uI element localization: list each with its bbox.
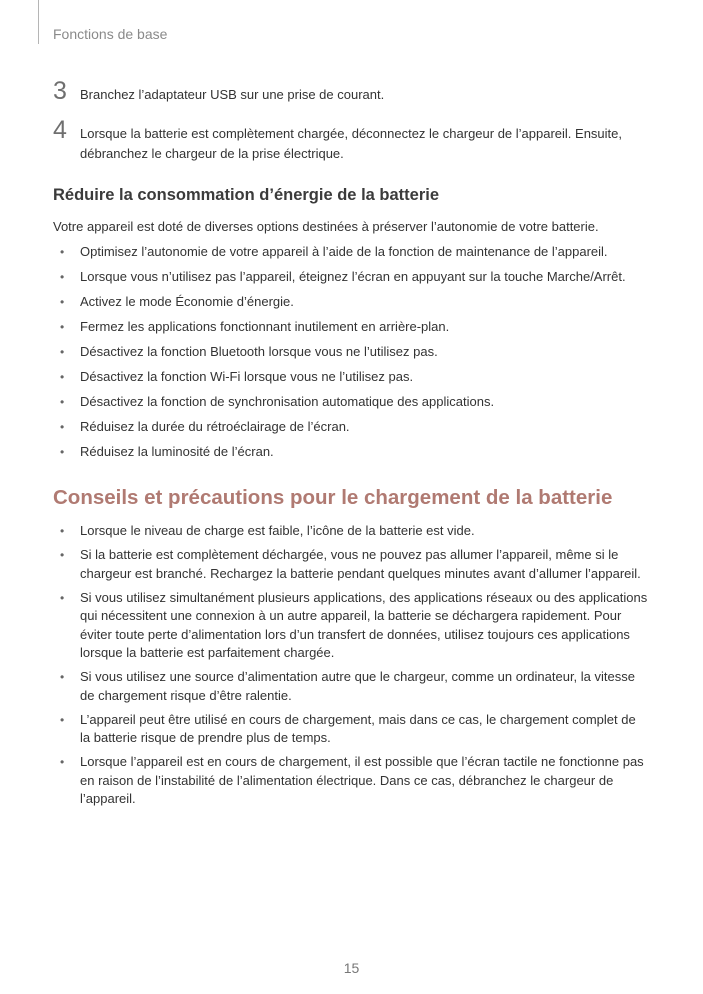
list-item: • Lorsque le niveau de charge est faible, l’icône de la batterie est vide. <box>53 522 649 541</box>
section-header: Fonctions de base <box>53 26 168 42</box>
bullet-icon: • <box>60 295 65 309</box>
bullet-icon: • <box>60 270 65 284</box>
step-3 <box>53 77 653 105</box>
list-item: • Optimisez l’autonomie de votre appareil à l’aide de la fonction de maintenance de l’appareil. <box>53 243 649 262</box>
bullet-icon: • <box>60 590 65 605</box>
bullet-icon: • <box>60 320 65 334</box>
power-saving-list <box>53 243 649 468</box>
list-item: • Réduisez la durée du rétroéclairage de l’écran. <box>53 418 649 437</box>
page-number: 15 <box>343 960 360 976</box>
bullet-icon: • <box>60 445 65 459</box>
list-item: • Désactivez la fonction Bluetooth lorsque vous ne l’utilisez pas. <box>53 343 649 362</box>
step-text: Lorsque la batterie est complètement chargée, déconnectez le chargeur de l’appareil. Ensuite, débranchez le chargeur de la prise électrique. <box>80 126 622 161</box>
step-number: 4 <box>53 116 67 144</box>
bullet-icon: • <box>60 370 65 384</box>
bullet-icon: • <box>60 670 65 684</box>
list-item: • Si vous utilisez une source d’alimentation autre que le chargeur, comme un ordinateur, la vitesse de chargement risque d’être ralentie. <box>60 669 635 703</box>
bullet-icon: • <box>60 524 65 538</box>
list-item: • Activez le mode Économie d’énergie. <box>53 293 649 312</box>
power-saving-heading: Réduire la consommation d’énergie de la batterie <box>53 186 440 204</box>
header-divider <box>38 0 39 44</box>
step-text: Branchez l’adaptateur USB sur une prise de courant. <box>80 87 385 102</box>
list-item: • Si vous utilisez simultanément plusieurs applications, des applications réseaux ou des applications qui nécessitent une connexion à un autre appareil, la batterie se déchargera rapidement. Pour éviter toute perte d’alimentation lors d’un transfert de données, utilisez toujours ces applications lorsque la batterie est parfaitement chargée. <box>60 589 648 660</box>
bullet-icon: • <box>60 245 65 259</box>
list-item: • Fermez les applications fonctionnant inutilement en arrière-plan. <box>53 318 649 337</box>
bullet-icon: • <box>60 712 65 727</box>
bullet-icon: • <box>60 420 65 434</box>
list-item: • Si la batterie est complètement déchargée, vous ne pouvez pas allumer l’appareil, même si le chargeur est branché. Rechargez la batterie pendant quelques minutes avant d’allumer l’appareil. <box>60 547 641 581</box>
bullet-icon: • <box>60 345 65 359</box>
bullet-icon: • <box>60 755 65 769</box>
charging-tips-heading: Conseils et précautions pour le chargement de la batterie <box>53 486 613 509</box>
power-saving-intro: Votre appareil est doté de diverses options destinées à préserver l’autonomie de votre batterie. <box>53 219 599 234</box>
list-item: • L’appareil peut être utilisé en cours de chargement, mais dans ce cas, le chargement complet de la batterie risque de prendre plus de temps. <box>60 711 636 745</box>
charging-tips-list <box>53 522 649 814</box>
list-item: • Réduisez la luminosité de l’écran. <box>53 443 649 462</box>
list-item: • Désactivez la fonction de synchronisation automatique des applications. <box>53 393 649 412</box>
list-item: • Lorsque vous n’utilisez pas l’appareil, éteignez l’écran en appuyant sur la touche Marche/Arrêt. <box>53 268 649 287</box>
list-item: • Désactivez la fonction Wi-Fi lorsque vous ne l’utilisez pas. <box>53 368 649 387</box>
bullet-icon: • <box>60 548 65 562</box>
bullet-icon: • <box>60 395 65 409</box>
step-number: 3 <box>53 77 67 105</box>
step-4 <box>53 116 653 164</box>
list-item: • Lorsque l’appareil est en cours de chargement, il est possible que l’écran tactile ne fonctionne pas en raison de l’instabilité de l’alimentation électrique. Dans ce cas, débranchez le chargeur de l’appareil. <box>60 754 644 806</box>
